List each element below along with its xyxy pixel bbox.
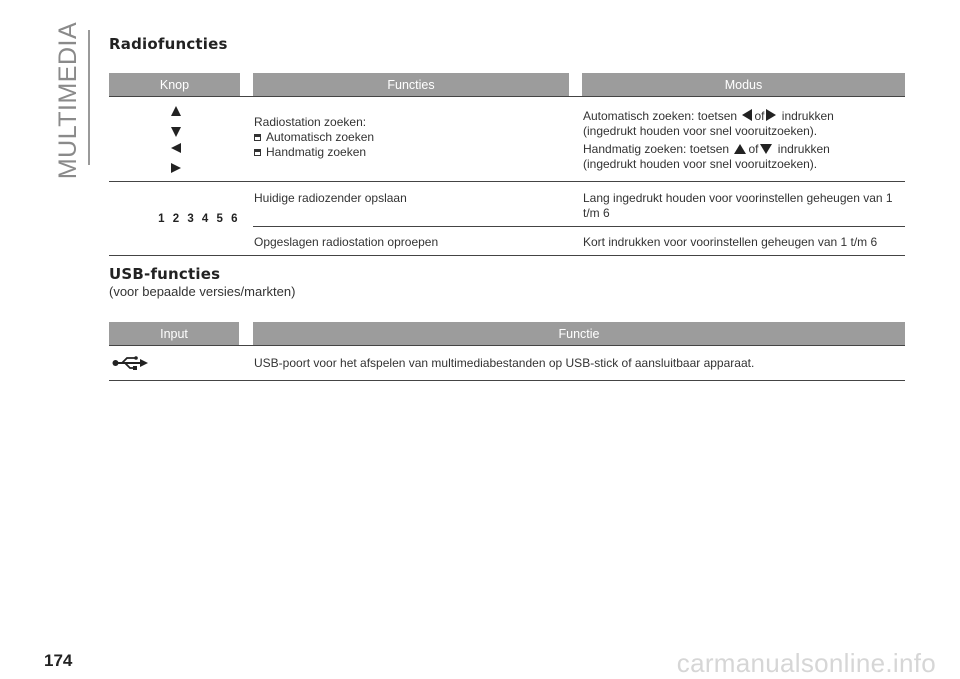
chapter-side-rule	[88, 30, 90, 165]
usb-icon	[112, 356, 148, 370]
recall-station-function: Opgeslagen radiostation oproepen	[254, 235, 439, 249]
radio-table-header	[109, 73, 905, 96]
arrow-right-icon	[766, 109, 776, 121]
bullet-icon	[254, 149, 261, 156]
mode-auto-line: Automatisch zoeken: toetsen of indrukken	[583, 109, 834, 123]
arrow-left-icon	[742, 109, 752, 121]
mode-manual-line: Handmatig zoeken: toetsen of indrukken	[583, 142, 830, 156]
mode-manual-note: (ingedrukt houden voor snel vooruitzoeken).	[583, 157, 818, 171]
page-number: 174	[44, 651, 73, 670]
save-station-function: Huidige radiozender opslaan	[254, 191, 407, 205]
usb-table-header	[109, 322, 905, 345]
recall-button-cell	[109, 227, 240, 255]
recall-station-mode: Kort indrukken voor voorinstellen geheugen van 1 t/m 6	[583, 235, 878, 249]
list-item: Handmatig zoeken	[254, 145, 569, 160]
header-knop: Knop	[109, 73, 240, 96]
arrow-down-icon	[760, 144, 772, 154]
arrow-right-icon	[171, 163, 181, 173]
header-functies: Functies	[253, 73, 569, 96]
header-input: Input	[109, 322, 239, 345]
chapter-side-label: MULTIMEDIA	[54, 21, 83, 179]
watermark: carmanualsonline.info	[676, 648, 936, 678]
arrow-left-icon	[171, 143, 181, 153]
arrow-up-icon	[171, 106, 181, 116]
header-functie: Functie	[253, 322, 905, 345]
mode-auto-note: (ingedrukt houden voor snel vooruitzoeken).	[583, 124, 818, 138]
usb-functions-table	[109, 322, 905, 381]
function-heading: Radiostation zoeken:	[254, 115, 367, 129]
table-bottom-rule	[109, 255, 905, 256]
radio-section-title: Radiofuncties	[109, 35, 228, 53]
station-search-modes	[582, 97, 905, 181]
bullet-icon	[254, 134, 261, 141]
usb-port-function: USB-poort voor het afspelen van multimediabestanden op USB-stick of aansluitbaar apparaat.	[254, 356, 755, 370]
usb-section-subtitle: (voor bepaalde versies/markten)	[109, 284, 296, 299]
arrow-up-icon	[734, 144, 746, 154]
radio-functions-table	[109, 73, 905, 256]
table-row-station-search	[109, 97, 905, 181]
save-station-mode: Lang ingedrukt houden voor voorinstellen geheugen van 1 t/m 6	[583, 191, 893, 220]
preset-buttons-label: 1 2 3 4 5 6	[158, 213, 240, 225]
list-item: Automatisch zoeken	[254, 130, 569, 145]
usb-input-cell	[109, 346, 239, 380]
table-bottom-rule	[109, 380, 905, 381]
arrow-buttons-cell	[109, 97, 240, 181]
table-row-recall-station	[109, 227, 905, 255]
table-row-save-station	[109, 182, 905, 226]
arrow-down-icon	[171, 127, 181, 137]
header-modus: Modus	[582, 73, 905, 96]
table-row-usb-port	[109, 346, 905, 380]
station-search-functions	[253, 97, 569, 181]
usb-section-title: USB-functies	[109, 265, 221, 283]
